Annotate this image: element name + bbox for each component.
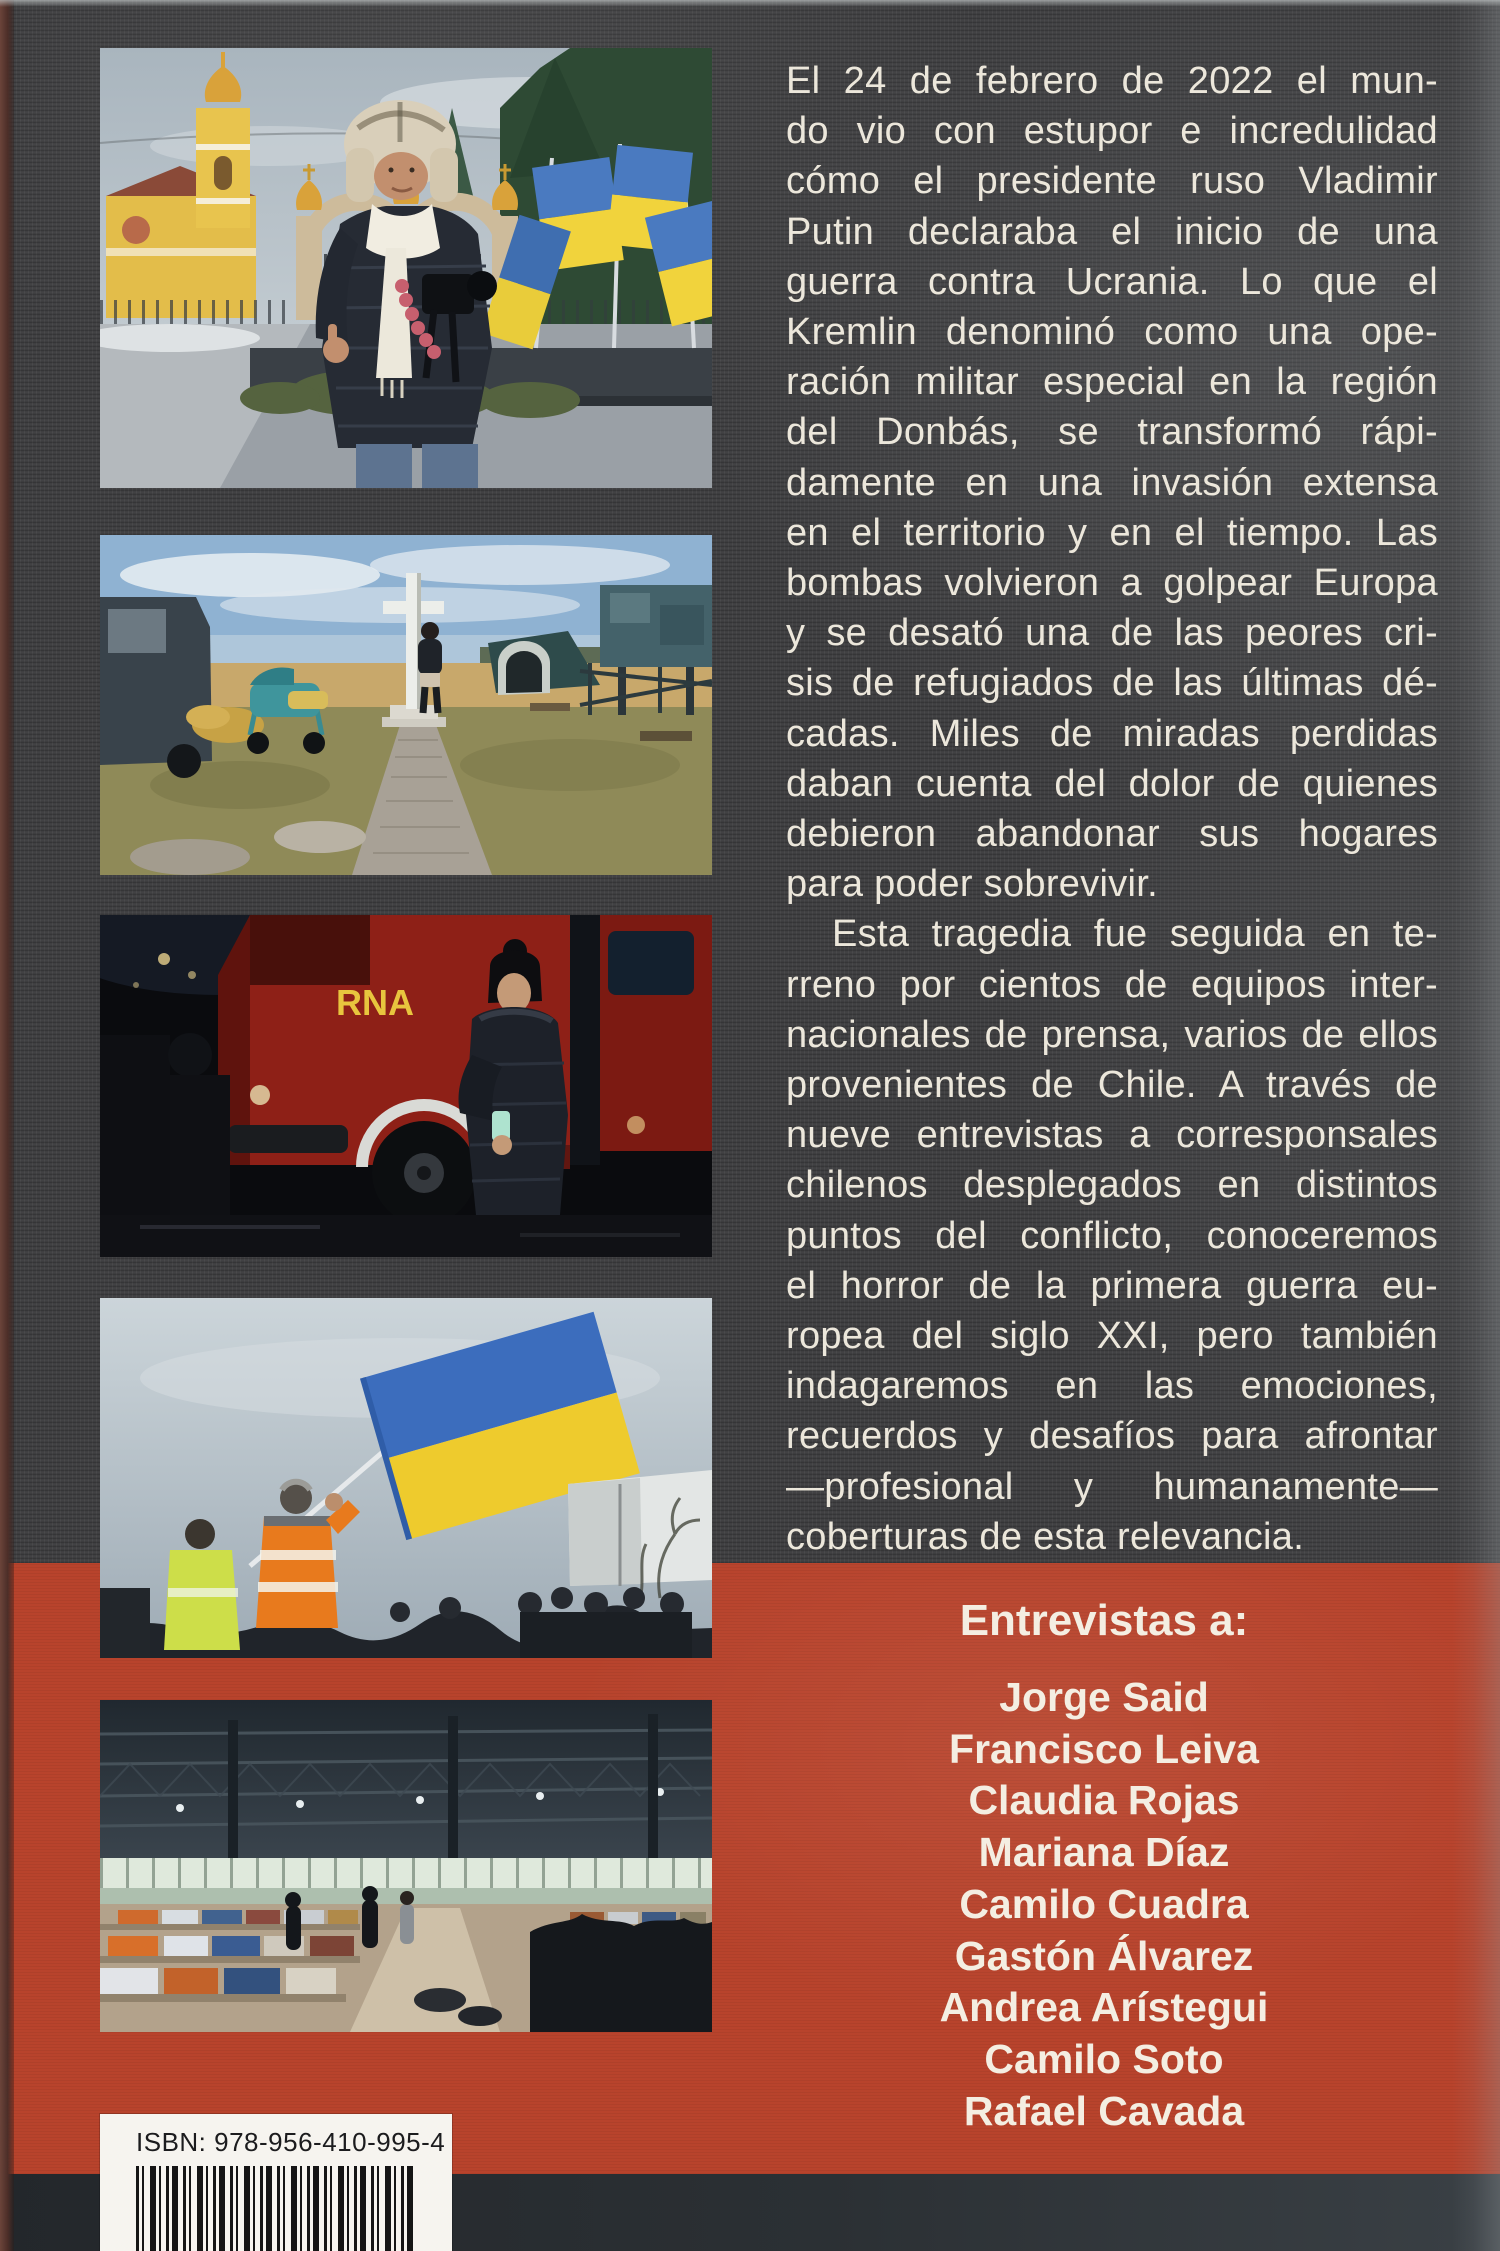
synopsis <box>786 56 1438 1562</box>
interviewee-name: Camilo Cuadra <box>959 1880 1249 1927</box>
barcode <box>136 2166 418 2251</box>
synopsis-line: recuerdos y desafíos para afrontar <box>786 1415 1438 1458</box>
synopsis-line: bombas volvieron a golpear Europa <box>786 562 1438 605</box>
interviewee-name: Andrea Arístegui <box>939 1984 1269 2031</box>
synopsis-line: guerra contra Ucrania. Lo que el <box>786 260 1438 303</box>
synopsis-line: del Donbás, se transformó rápi- <box>786 411 1438 454</box>
book-top-edge <box>0 0 1500 7</box>
synopsis-line: Esta tragedia fue seguida en te- <box>832 913 1438 956</box>
synopsis-line: ración militar especial en la región <box>786 361 1438 404</box>
white-tent <box>568 1470 712 1586</box>
interviewee-name: Rafael Cavada <box>963 2087 1245 2134</box>
interviewee-name: Camilo Soto <box>984 2035 1224 2082</box>
synopsis-line: do vio con estupor e incredulidad <box>786 110 1438 153</box>
synopsis-line: cómo el presidente ruso Vladimir <box>786 160 1438 203</box>
truck-lettering: RNA <box>336 982 414 1023</box>
photo-reporter-church <box>100 48 712 488</box>
isbn-label: ISBN: 978-956-410-995-4 <box>136 2127 446 2157</box>
synopsis-line: —profesional y humanamente— <box>786 1465 1438 1508</box>
synopsis-line: ropea del siglo XXI, pero también <box>786 1315 1438 1358</box>
synopsis-line: cadas. Miles de miradas perdidas <box>786 712 1438 755</box>
synopsis-line: puntos del conflicto, conoceremos <box>786 1214 1438 1257</box>
photo-flag-crowd <box>100 1298 712 1658</box>
interviewee-name: Claudia Rojas <box>968 1777 1240 1824</box>
synopsis-line: damente en una invasión extensa <box>786 461 1438 504</box>
synopsis-line: daban cuenta del dolor de quienes <box>786 762 1438 805</box>
synopsis-line: para poder sobrevivir. <box>786 863 1159 906</box>
synopsis-line: sis de refugiados de las últimas dé- <box>786 662 1438 705</box>
isbn-box <box>100 2114 452 2251</box>
synopsis-line: Kremlin denominó como una ope- <box>786 311 1438 354</box>
synopsis-line: nueve entrevistas a corresponsales <box>786 1114 1438 1157</box>
synopsis-line: Putin declaraba el inicio de una <box>786 210 1438 253</box>
interviews-heading: Entrevistas a: <box>959 1596 1249 1645</box>
photo-shelter-hall <box>100 1700 712 2032</box>
synopsis-line: nacionales de prensa, varios de ellos <box>786 1013 1438 1056</box>
synopsis-line: indagaremos en las emociones, <box>786 1365 1438 1408</box>
interviewee-name: Gastón Álvarez <box>954 1932 1254 1979</box>
synopsis-line: en el territorio y en el tiempo. Las <box>786 511 1438 554</box>
synopsis-line: El 24 de febrero de 2022 el mun- <box>786 60 1438 102</box>
window-band <box>100 1858 712 1888</box>
synopsis-line: chilenos desplegados en distintos <box>786 1164 1438 1207</box>
interviews-section <box>770 1598 1438 2137</box>
synopsis-line: coberturas de esta relevancia. <box>786 1515 1305 1558</box>
synopsis-line: provenientes de Chile. A través de <box>786 1064 1438 1107</box>
synopsis-line: el horror de la primera guerra eu- <box>786 1264 1438 1307</box>
book-right-edge <box>1452 0 1500 2251</box>
photo-cross-memorial <box>100 535 712 875</box>
synopsis-line: y se desató una de las peores cri- <box>786 612 1438 655</box>
synopsis-line: rreno por cientos de equipos inter- <box>786 963 1438 1006</box>
book-spine-edge <box>0 0 14 2251</box>
interview-names <box>770 1672 1438 2137</box>
crowd-silhouette <box>530 1914 712 2032</box>
van <box>100 597 212 778</box>
synopsis-line: debieron abandonar sus hogares <box>786 813 1438 856</box>
interviewee-name: Jorge Said <box>999 1674 1209 1720</box>
interviewee-name: Mariana Díaz <box>978 1829 1230 1876</box>
photo-night-reporter <box>100 915 712 1257</box>
interviewee-name: Francisco Leiva <box>949 1725 1259 1772</box>
